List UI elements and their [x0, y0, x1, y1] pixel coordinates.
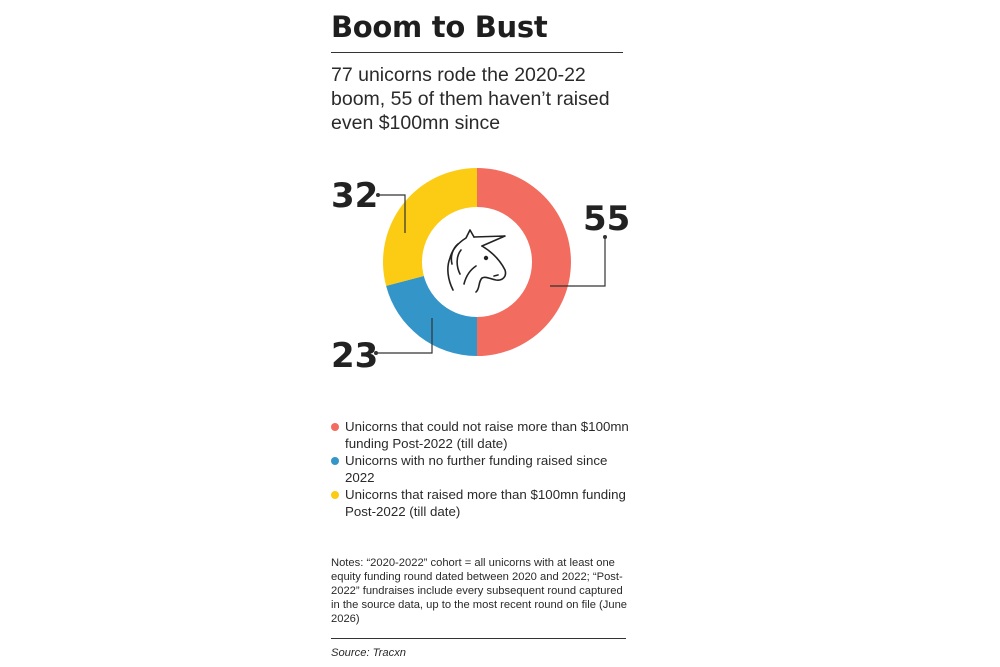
legend-item-blue: [331, 452, 631, 486]
chart-notes: Notes: “2020-2022” cohort = all unicorns with at least one equity funding round dated between 2020 and 2022; “Post-2022” fundraises include every subsequent round captured in the source data, up to the most recent round on file (June 2026): [331, 557, 628, 625]
legend-swatch-yellow: [331, 491, 339, 499]
legend-label: Unicorns that could not raise more than $100mn funding Post-2022 (till date): [345, 419, 629, 451]
chart-title: Boom to Bust: [331, 10, 548, 44]
data-label-23: 23: [331, 336, 379, 376]
data-label-55: 55: [583, 199, 631, 239]
legend-item-red: [331, 418, 631, 452]
legend-label: Unicorns that raised more than $100mn funding Post-2022 (till date): [345, 487, 626, 519]
legend-swatch-red: [331, 423, 339, 431]
source-credit: Source: Tracxn: [331, 647, 407, 659]
legend-swatch-blue: [331, 457, 339, 465]
chart-subtitle: 77 unicorns rode the 2020-22 boom, 55 of them haven’t raised even $100mn since: [331, 64, 610, 134]
data-label-32: 32: [331, 176, 379, 216]
legend-item-yellow: [331, 486, 631, 520]
legend-label: Unicorns with no further funding raised since 2022: [345, 453, 608, 485]
legend: [331, 418, 631, 520]
source-divider: [331, 638, 626, 639]
donut-hole: [422, 207, 532, 317]
